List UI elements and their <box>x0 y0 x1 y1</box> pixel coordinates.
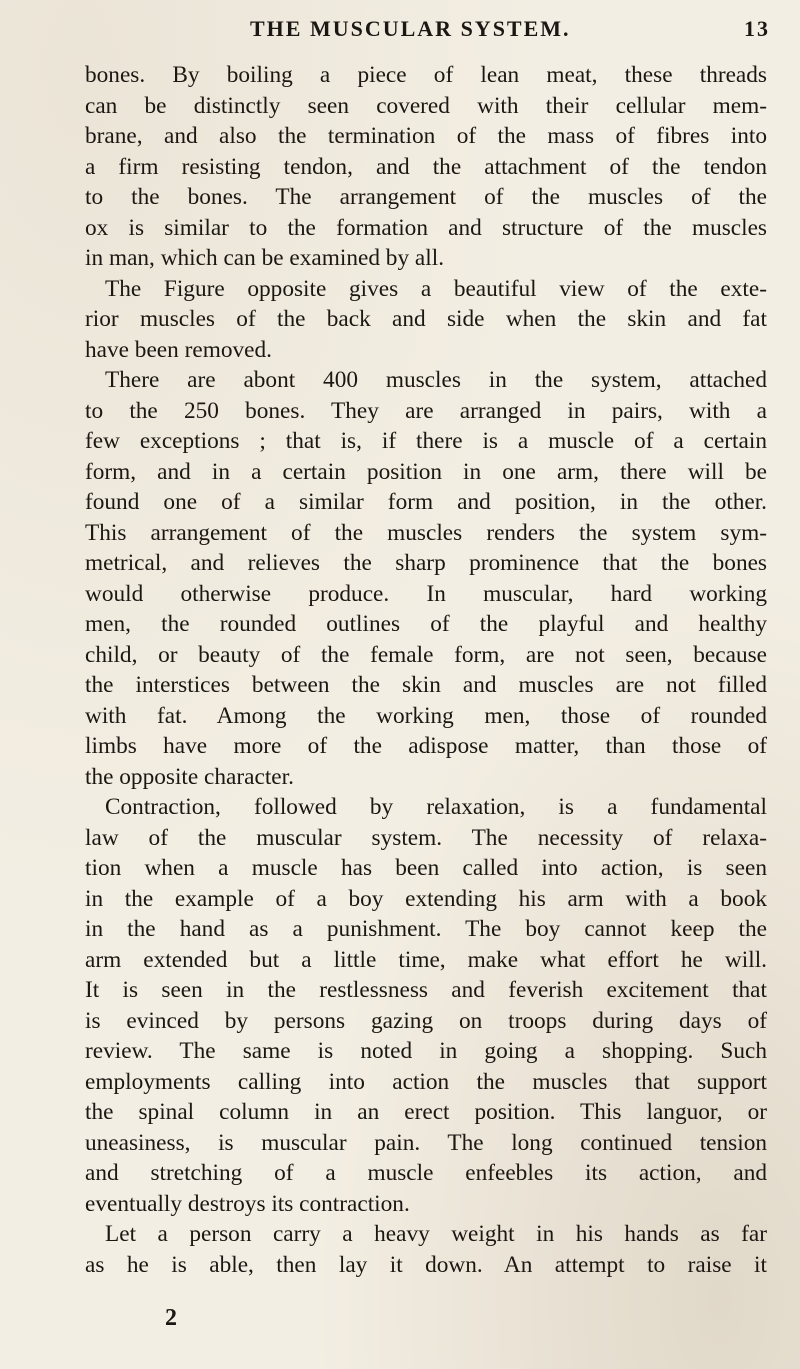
text-line: rior muscles of the back and side when the skin and fat <box>85 306 767 332</box>
text-line: limbs have more of the adispose matter, than those of <box>85 733 767 759</box>
text-line: Contraction, followed by relaxation, is a fundamental <box>105 794 767 820</box>
text-line: bones. By boiling a piece of lean meat, these threads <box>85 62 767 88</box>
text-line: in man, which can be examined by all. <box>85 245 445 271</box>
text-line: the interstices between the skin and muscles are not filled <box>85 672 767 698</box>
text-line: review. The same is noted in going a shopping. Such <box>85 1038 767 1064</box>
text-line: with fat. Among the working men, those of rounded <box>85 702 767 729</box>
text-line: in the hand as a punishment. The boy cannot keep the <box>85 916 767 942</box>
text-line: to the bones. The arrangement of the muscles of the <box>85 184 767 210</box>
signature-mark: 2 <box>165 1305 177 1331</box>
text-line: The Figure opposite gives a beautiful view of the exte- <box>105 275 767 302</box>
text-line: form, and in a certain position in one arm, there will be <box>85 458 767 485</box>
text-line: is evinced by persons gazing on troops during days of <box>85 1007 767 1034</box>
text-line: and stretching of a muscle enfeebles its action, and <box>85 1160 767 1186</box>
text-line: It is seen in the restlessness and feverish excitement that <box>85 977 767 1003</box>
text-line: have been removed. <box>85 336 272 363</box>
text-line: brane, and also the termination of the mass of fibres into <box>85 123 767 149</box>
text-line: law of the muscular system. The necessity of relaxa- <box>85 824 767 851</box>
text-line: can be distinctly seen covered with their cellular mem- <box>85 92 767 119</box>
text-line: child, or beauty of the female form, are not seen, because <box>85 641 767 668</box>
text-line: tion when a muscle has been called into action, is seen <box>85 855 767 881</box>
running-title: THE MUSCULAR SYSTEM. <box>250 16 571 41</box>
text-line: employments calling into action the muscles that support <box>85 1068 767 1095</box>
text-line: few exceptions ; that is, if there is a muscle of a certain <box>85 428 767 454</box>
body-text <box>85 60 767 1280</box>
text-line: Let a person carry a heavy weight in his hands as far <box>105 1221 767 1247</box>
text-line: There are abont 400 muscles in the system, attached <box>105 367 767 393</box>
running-head <box>250 8 770 48</box>
text-line: eventually destroys its contraction. <box>85 1190 410 1217</box>
text-line: the opposite character. <box>85 763 294 790</box>
text-line: ox is similar to the formation and structure of the muscles <box>85 214 767 241</box>
text-line: This arrangement of the muscles renders the system sym- <box>85 519 767 546</box>
text-line: would otherwise produce. In muscular, hard working <box>85 580 767 607</box>
text-line: metrical, and relieves the sharp prominence that the bones <box>85 550 767 576</box>
text-line: arm extended but a little time, make what effort he will. <box>85 946 767 973</box>
text-line: men, the rounded outlines of the playful and healthy <box>85 611 767 637</box>
page-number: 13 <box>744 16 770 41</box>
text-line: to the 250 bones. They are arranged in pairs, with a <box>85 397 767 424</box>
text-line: the spinal column in an erect position. This languor, or <box>85 1099 767 1125</box>
text-line: in the example of a boy extending his arm with a book <box>85 885 767 912</box>
text-line: uneasiness, is muscular pain. The long continued tension <box>85 1129 767 1156</box>
text-line: a firm resisting tendon, and the attachment of the tendon <box>85 153 767 180</box>
text-line: as he is able, then lay it down. An attempt to raise it <box>85 1251 767 1278</box>
text-line: found one of a similar form and position, in the other. <box>85 489 767 515</box>
